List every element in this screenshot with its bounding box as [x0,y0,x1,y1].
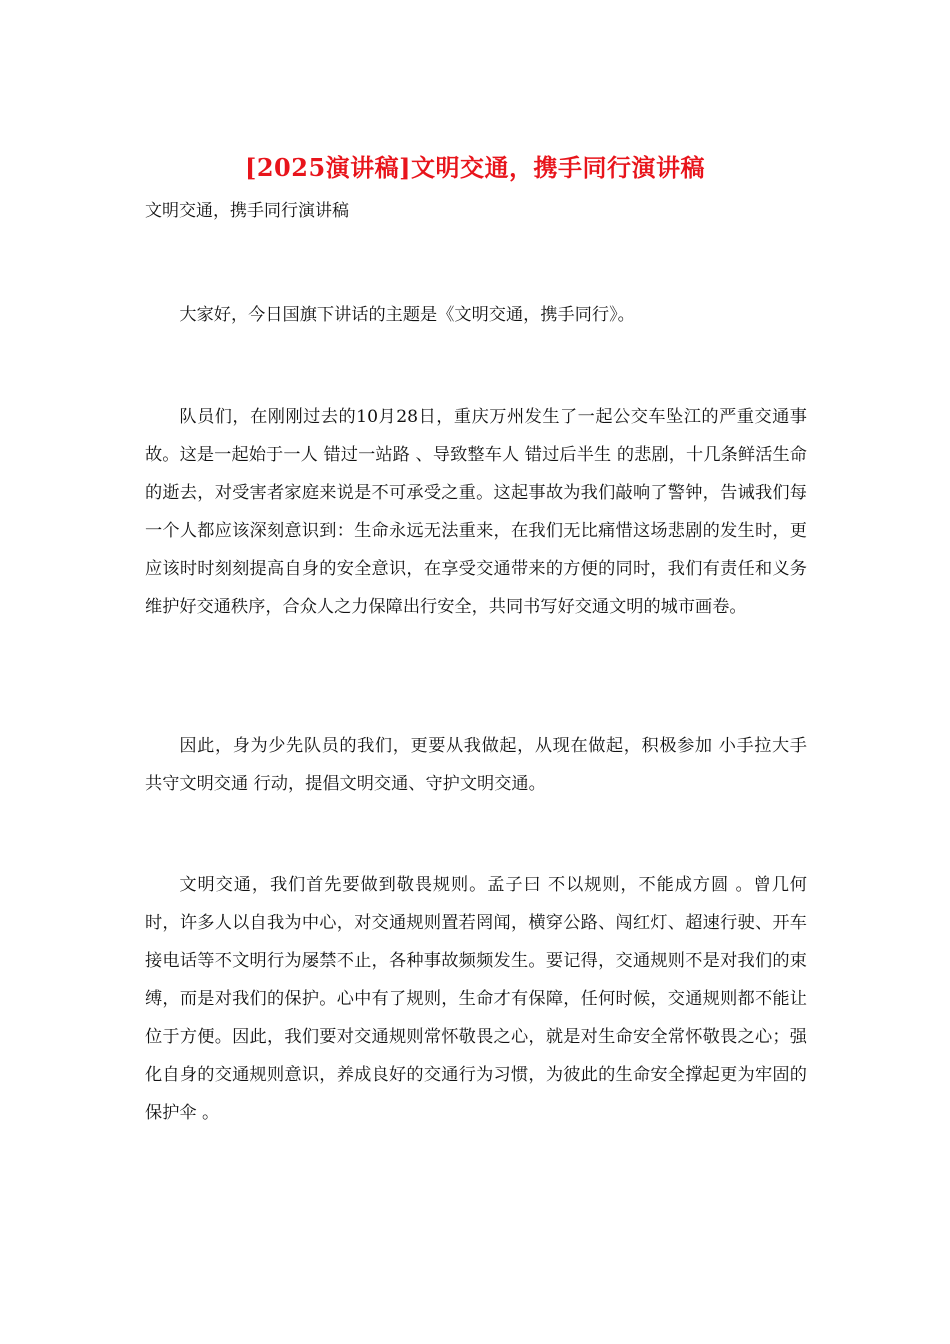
paragraph-accident: 队员们，在刚刚过去的10月28日，重庆万州发生了一起公交车坠江的严重交通事故。这是一起始于一人 错过一站路 、导致整车人 错过后半生 的悲剧，十几条鲜活生命的逝去，对受害者家庭来说是不可承受之重。这起事故为我们敲响了警钟，告诫我们每一个人都应该深刻意识到：生命永远无法重来，在我们无比痛惜这场悲剧的发生时，更应该时时刻刻提高自身的安全意识，在享受交通带来的方便的同时，我们有责任和义务维护好交通秩序，合众人之力保障出行安全，共同书写好交通文明的城市画卷。 [145,407,807,617]
paragraph-greeting: 大家好，今日国旗下讲话的主题是《文明交通，携手同行》。 [179,305,635,325]
document-subtitle: 文明交通，携手同行演讲稿 [145,201,349,221]
paragraph-action: 因此，身为少先队员的我们，更要从我做起，从现在做起，积极参加 小手拉大手 共守文明交通 行动，提倡文明交通、守护文明交通。 [145,736,807,794]
paragraph-rules: 文明交通，我们首先要做到敬畏规则。孟子曰 不以规则，不能成方圆 。曾几何时，许多人以自我为中心，对交通规则置若罔闻，横穿公路、闯红灯、超速行驶、开车接电话等不文明行为屡禁不止，各种事故频频发生。要记得，交通规则不是对我们的束缚，而是对我们的保护。心中有了规则，生命才有保障，任何时候，交通规则都不能让位于方便。因此，我们要对交通规则常怀敬畏之心，就是对生命安全常怀敬畏之心；强化自身的交通规则意识，养成良好的交通行为习惯，为彼此的生命安全撑起更为牢固的 保护伞 。 [145,875,807,1123]
document-title: [2025演讲稿]文明交通，携手同行演讲稿 [244,153,705,182]
